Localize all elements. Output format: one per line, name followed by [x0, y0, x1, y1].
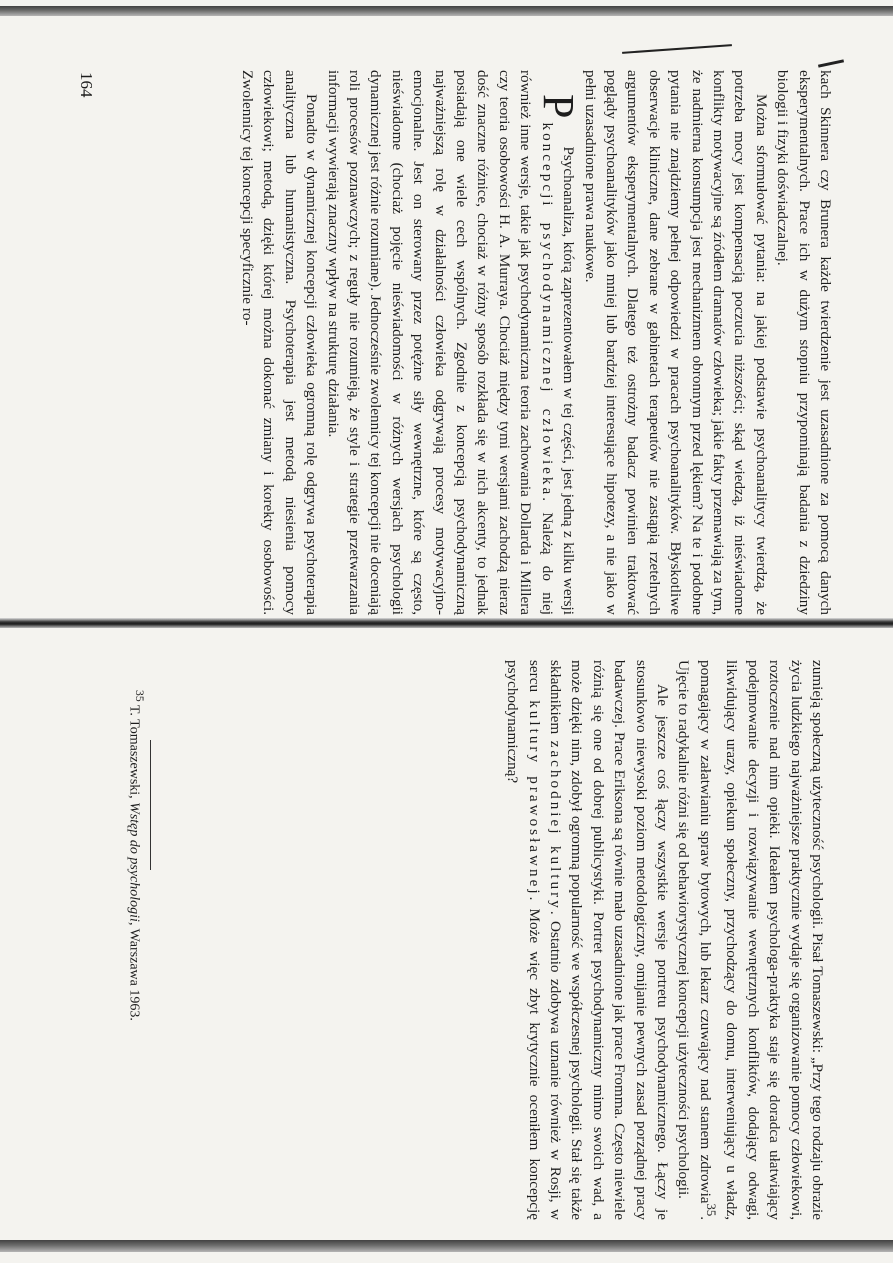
footnote-marker: 35	[133, 690, 146, 702]
footnote-rule	[150, 740, 151, 870]
text-run: zumieją społeczną użyteczność psychologii. Pisał Tomaszewski: „Przy tego rodzaju obrazie życia ludzkiego najważniejsze praktycznie wydaje się organizowanie pomocy człowiekowi, roztoczenie nad nim opieki. Ideałem psychologa-praktyka staje się doradca ułatwiający podejmowanie decyzji i rozwiązywanie wewnętrznych konfliktów, dodający odwagi, likwidujący urazy, opiekun społeczny, przychodzący do domu, interweniujący u władz, pomagający w załatwianiu spraw bytowych, lub lekarz czuwający nad stanem zdrowia	[696, 660, 826, 1220]
text-run: . Należą do niej również inne wersje, takie jak psychodynamiczna teoria zachowania Dollarda i Millera czy teoria osobowości H. A. Murraya. Chociaż między tymi wersjami zachodzą nieraz dość znaczne różnice, chociaż w różny sposób rozkłada się w nich akcenty, to jednak posiadają one wiele cech wspólnych. Zgodnie z koncepcją psychodynamiczną najważniejszą rolę w działalności człowieka odgrywają procesy motywacyjno-emocjonalne. Jest on sterowany przez potężne siły wewnętrzne, które są często, nieświadome (chociaż pojęcie nieświadomości w różnych wersjach psychologii dynamicznej jest różnie rozumiane). Jednocześnie zwolennicy tej koncepcji nie doceniają roli procesów poznawczych; z reguły nie rozumieją, że style i strategie przetwarzania informacji wywierają znaczny wpływ na strukturę działania.	[324, 70, 556, 615]
spaced-text: zachodniej kultury	[547, 740, 565, 911]
spaced-text: kultury prawosławnej	[525, 700, 543, 897]
text-run: . Może więc zbyt krytycznie oceniłem koncepcję psychodynamiczną?	[504, 660, 543, 1221]
pen-mark	[622, 44, 732, 54]
text-run: Ale jeszcze coś łączy wszystkie wersje portretu psychodynamicznego. Łączy je stosunkowo niewysoki poziom metodologiczny, omijanie pewnych zasad porządnej pracy badawczej. Prace Eriksona są równie mało uzasadnione jak prace Fromma. Często niewiele różnią się one od dobrej publicystyki. Portret psychodynamiczny mimo swoich wad, a może dzięki nim, zdobył ogromną popularność we współczesnej psychologii. Stał się także składnikiem	[547, 660, 672, 1220]
page-bottom-column	[108, 660, 828, 1220]
text-run: . Ostatnio zdobywa uznanie również w Rosji, w sercu	[525, 660, 565, 1221]
paragraph	[322, 70, 584, 615]
paragraph: Można sformułować pytania: na jakiej podstawie psychoanalitycy twierdzą, że potrzeba mocy jest kompensacją poczucia niższości; skąd wiedzą, iż nieświadome konflikty motywacyjne są źródłem dramatów człowieka; jakie fakty przemawiają za tym, że nadmierna konsumpcja jest mechanizmem obronnym przed lękiem? Na te i podobne pytania nie znajdziemy pełnej odpowiedzi w pracach psychoanalityków. Błyskotliwe obserwacje kliniczne, dane zebrane w gabinetach terapeutów nie zastąpią rzetelnych argumentów eksperymentalnych. Dlatego też ostrożny badacz powinien traktować poglądy psychoanalityków jako mniej lub bardziej interesujące hipotezy, a nie jako w pełni uzasadnione prawa naukowe.	[581, 70, 770, 615]
paragraph: Ponadto w dynamicznej koncepcji człowieka ogromną rolę odgrywa psychoterapia analityczna lub humanistyczna. Psychoterapia jest metodą niesienia pomocy człowiekowi; metodą, dzięki której można dokonać zmiany i korekty osobowości. Zwolennicy tej koncepcji specyficznie ro-	[239, 70, 321, 615]
footnote	[124, 690, 148, 1250]
spaced-text: koncepcji psychodynamicznej człowieka	[538, 122, 556, 498]
page-number: 164	[77, 72, 96, 98]
paragraph: kach Skinnera czy Brunera każde twierdzenie jest uzasadnione za pomocą danych eksperymentalnych. Prace ich w dużym stopniu przypominają badania z dziedziny biologii i fizyki doświadczalnej.	[774, 70, 834, 615]
footnote-place-year: , Warszawa 1963.	[126, 921, 142, 1021]
paragraph	[502, 660, 673, 1220]
footnote-ref: 35	[703, 1203, 718, 1217]
text-run: . Ujęcie to radykalnie różni się od behawiorystycznej koncepcji użyteczności psychologii.	[675, 660, 714, 1220]
footnote-title: Wstęp do psychologii	[126, 802, 142, 922]
book-fold	[0, 618, 893, 628]
page-top-column	[116, 70, 836, 615]
footnote-author: T. Tomaszewski,	[126, 704, 142, 799]
text-run: Psychoanaliza, którą zaprezentowałem w tej części, jest jedną z kilku wersji	[560, 146, 578, 615]
scan-edge-top	[0, 6, 893, 16]
drop-cap: P	[534, 94, 584, 119]
pen-mark	[818, 59, 844, 67]
paragraph	[673, 660, 828, 1220]
